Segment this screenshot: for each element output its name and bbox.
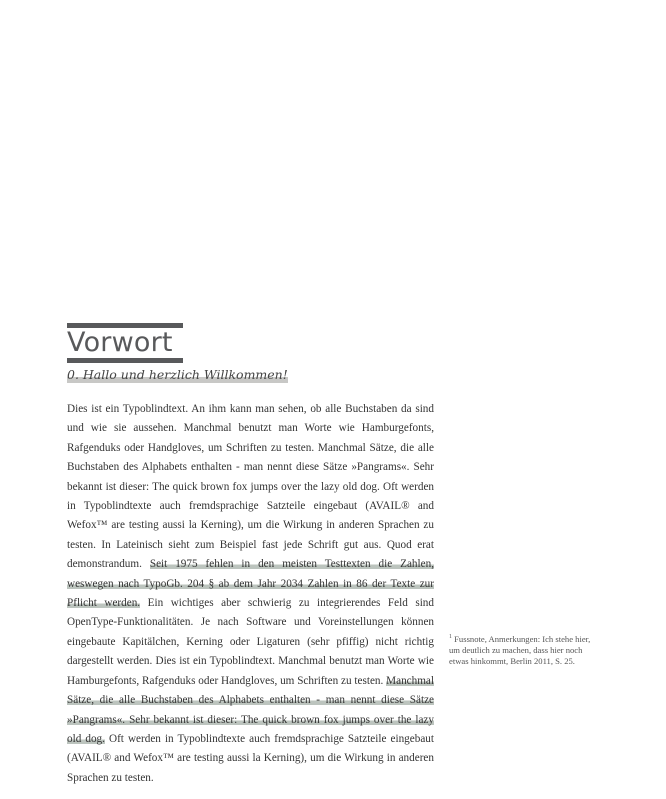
footnote-marker: 1 [449, 634, 452, 641]
highlighted-passage-1: Seit 1975 fehlen in den meisten Testtexten die Zahlen, weswegen nach TypoGb. 204 § ab dem Jahr 2034 Zahlen in 86 der Texte zur Pflicht werden. [67, 558, 434, 610]
body-text-part-3: Oft werden in Typoblindtexte auch fremdsprachige Satzteile eingebaut (AVAIL® and Wefox™ are testing aussi la Kerning), um die Wirkung in anderen Sprachen zu testen. [67, 732, 434, 784]
body-text-part-1: Dies ist ein Typoblindtext. An ihm kann man sehen, ob alle Buchstaben da sind und wie sie aussehen. Manchmal benutzt man Worte wie Hamburgefonts, Rafgenduks oder Handgloves, um Schriften zu testen. Manchmal Sätze, die alle Buchstaben des Alphabets enthalten - man nennt diese Sätze »Pangrams«. Sehr bekannt ist dieser: The quick brown fox jumps over the lazy old dog. Oft werden in Typoblindtexte auch fremdsprachige Satzteile eingebaut (AVAIL® and Wefox™ are testing aussi la Kerning), um die Wirkung in anderen Sprachen zu testen. In Lateinisch sieht zum Beispiel fast jede Schrift gut aus. Quod erat demonstrandum. [67, 403, 434, 571]
subtitle-highlight: 0. Hallo und herzlich Willkommen! [67, 367, 288, 382]
body-paragraph [67, 400, 434, 788]
footnote-text: Fussnote, Anmerkungen: Ich stehe hier, um deutlich zu machen, dass hier noch etwas hinkommt, Berlin 2011, S. 25. [449, 634, 591, 667]
title-rule-bottom [67, 358, 183, 363]
footnote [449, 634, 599, 668]
section-subtitle [67, 366, 288, 384]
body-text-part-2: Ein wichtiges aber schwierig zu integrierendes Feld sind OpenType-Funktionalitäten. Je nach Software und Voreinstellungen können eingebaute Kapitälchen, Kerning oder Ligaturen (sehr pfiffig) nicht richtig dargestellt werden. Dies ist ein Typoblindtext. Manchmal benutzt man Worte wie Hamburgefonts, Rafgenduks oder Handgloves, um Schriften zu testen. [67, 597, 434, 687]
highlighted-passage-2: Manchmal Sätze, die alle Buchstaben des Alphabets enthalten - man nennt diese Sätze »Pangrams«. Sehr bekannt ist dieser: The quick brown fox jumps over the lazy old dog. [67, 674, 434, 745]
chapter-title: Vorwort [67, 327, 173, 358]
